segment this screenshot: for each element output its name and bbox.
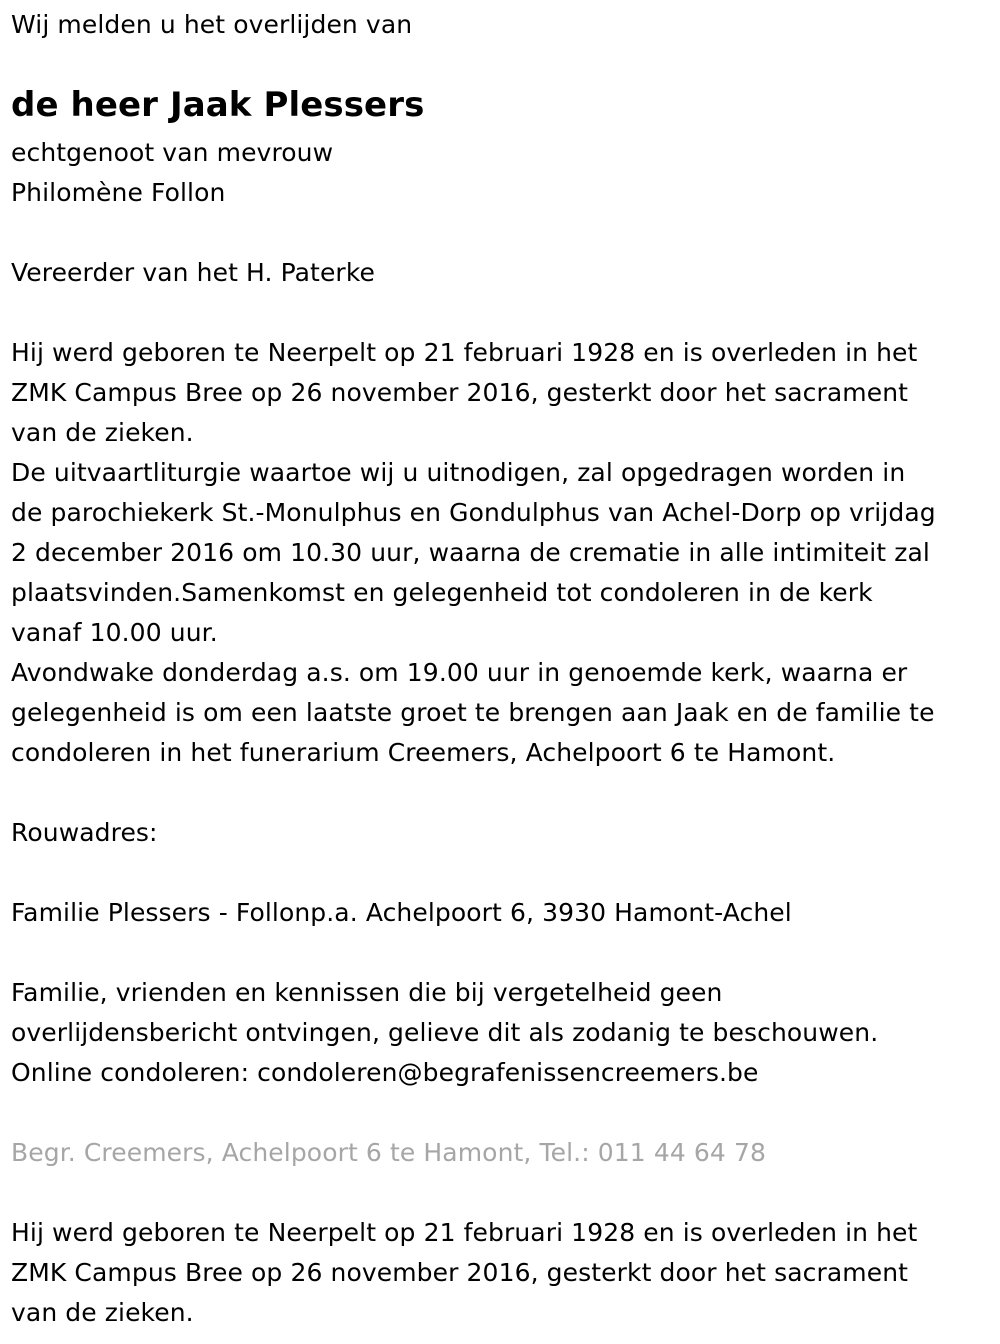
online-condolence-line: Online condoleren: condoleren@begrafenissencreemers.be [11, 1058, 759, 1087]
body-line: Avondwake donderdag a.s. om 19.00 uur in genoemde kerk, waarna er [11, 658, 908, 687]
mourning-address: Familie Plessers - Follonp.a. Achelpoort 6, 3930 Hamont-Achel [11, 898, 792, 927]
body-line: vanaf 10.00 uur. [11, 618, 218, 647]
spouse-line-2: Philomène Follon [11, 178, 226, 207]
body-line: Hij werd geboren te Neerpelt op 21 februari 1928 en is overleden in het [11, 338, 918, 367]
closing-line: overlijdensbericht ontvingen, gelieve dit als zodanig te beschouwen. [11, 1018, 879, 1047]
body-line: ZMK Campus Bree op 26 november 2016, gesterkt door het sacrament [11, 378, 909, 407]
body-line: ZMK Campus Bree op 26 november 2016, gesterkt door het sacrament [11, 1258, 909, 1287]
body-line: De uitvaartliturgie waartoe wij u uitnodigen, zal opgedragen worden in [11, 458, 906, 487]
spouse-line-1: echtgenoot van mevrouw [11, 138, 334, 167]
body-line: van de zieken. [11, 1298, 194, 1327]
body-line: condoleren in het funerarium Creemers, Achelpoort 6 te Hamont. [11, 738, 836, 767]
undertaker-info: Begr. Creemers, Achelpoort 6 te Hamont, Tel.: 011 44 64 78 [11, 1138, 766, 1167]
announcement-text: Wij melden u het overlijden van [11, 10, 413, 39]
deceased-name: de heer Jaak Plessers [11, 85, 425, 125]
body-line: plaatsvinden.Samenkomst en gelegenheid tot condoleren in de kerk [11, 578, 873, 607]
body-line: de parochiekerk St.-Monulphus en Gondulphus van Achel-Dorp op vrijdag [11, 498, 936, 527]
address-label: Rouwadres: [11, 818, 158, 847]
body-line: van de zieken. [11, 418, 194, 447]
honorific-text: Vereerder van het H. Paterke [11, 258, 375, 287]
body-line: Hij werd geboren te Neerpelt op 21 februari 1928 en is overleden in het [11, 1218, 918, 1247]
body-line: gelegenheid is om een laatste groet te brengen aan Jaak en de familie te [11, 698, 935, 727]
closing-line: Familie, vrienden en kennissen die bij vergetelheid geen [11, 978, 723, 1007]
body-line: 2 december 2016 om 10.30 uur, waarna de crematie in alle intimiteit zal [11, 538, 930, 567]
